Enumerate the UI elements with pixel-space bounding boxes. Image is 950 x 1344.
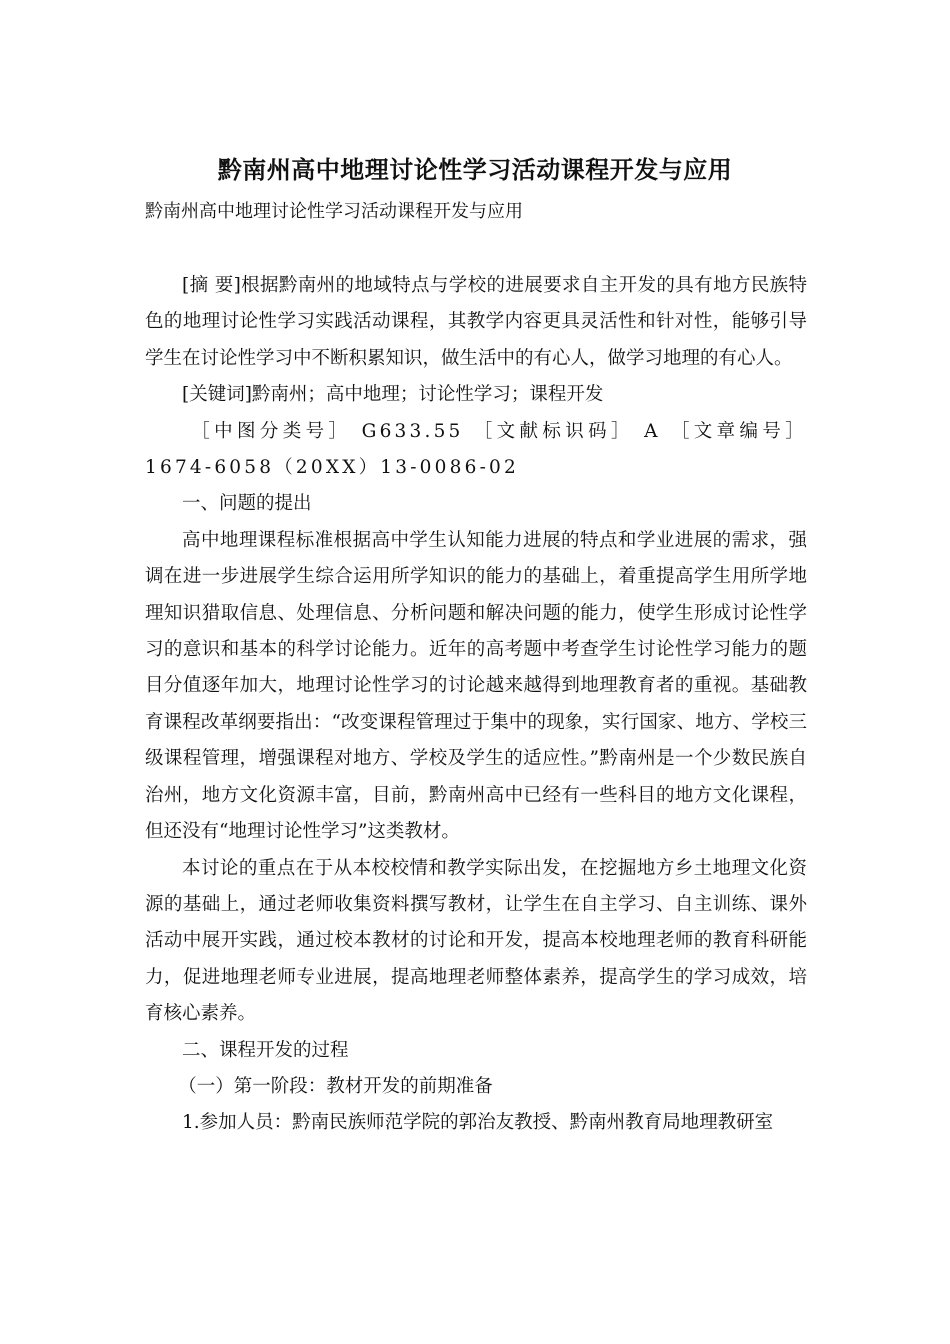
document-title: 黔南州高中地理讨论性学习活动课程开发与应用 [217, 155, 733, 184]
keywords-paragraph: [关键词]黔南州；高中地理；讨论性学习；课程开发 [182, 384, 604, 406]
classification-paragraph: ［中图分类号］ G633.55 ［文献标识码］ A ［文章编号］ 1674-6058（20XX）13-0086-02 [145, 420, 807, 479]
section-heading-2: 二、课程开发的过程 [182, 1039, 349, 1061]
section1-paragraph-1: 高中地理课程标准根据高中学生认知能力进展的特点和学业进展的需求，强调在进一步进展学生综合运用所学知识的能力的基础上，着重提高学生用所学地理知识猎取信息、处理信息、分析问题和解决问题的能力，使学生形成讨论性学习的意识和基本的科学讨论能力。近年的高考题中考查学生讨论性学习能力的题目分值逐年加大，地理讨论性学习的讨论越来越得到地理教育者的重视。基础教育课程改革纲要指出：“改变课程管理过于集中的现象，实行国家、地方、学校三级课程管理，增强课程对地方、学校及学生的适应性。”黔南州是一个少数民族自治州，地方文化资源丰富，目前，黔南州高中已经有一些科目的地方文化课程，但还没有“地理讨论性学习”这类教材。 [145, 529, 807, 843]
section-heading-1: 一、问题的提出 [182, 493, 312, 515]
list-item-1: 1.参加人员：黔南民族师范学院的郭治友教授、黔南州教育局地理教研室 [182, 1112, 774, 1134]
document-subtitle: 黔南州高中地理讨论性学习活动课程开发与应用 [145, 201, 523, 222]
subsection-heading-1: （一）第一阶段：教材开发的前期准备 [178, 1075, 493, 1097]
section1-paragraph-2: 本讨论的重点在于从本校校情和教学实际出发，在挖掘地方乡土地理文化资源的基础上，通过老师收集资料撰写教材，让学生在自主学习、自主训练、课外活动中展开实践，通过校本教材的讨论和开发，提高本校地理老师的教育科研能力，促进地理老师专业进展，提高地理老师整体素养，提高学生的学习成效，培育核心素养。 [145, 857, 807, 1025]
abstract-paragraph: [摘 要]根据黔南州的地域特点与学校的进展要求自主开发的具有地方民族特色的地理讨论性学习实践活动课程，其教学内容更具灵活性和针对性，能够引导学生在讨论性学习中不断积累知识，做生活中的有心人，做学习地理的有心人。 [145, 275, 807, 369]
document-body [145, 268, 807, 1142]
